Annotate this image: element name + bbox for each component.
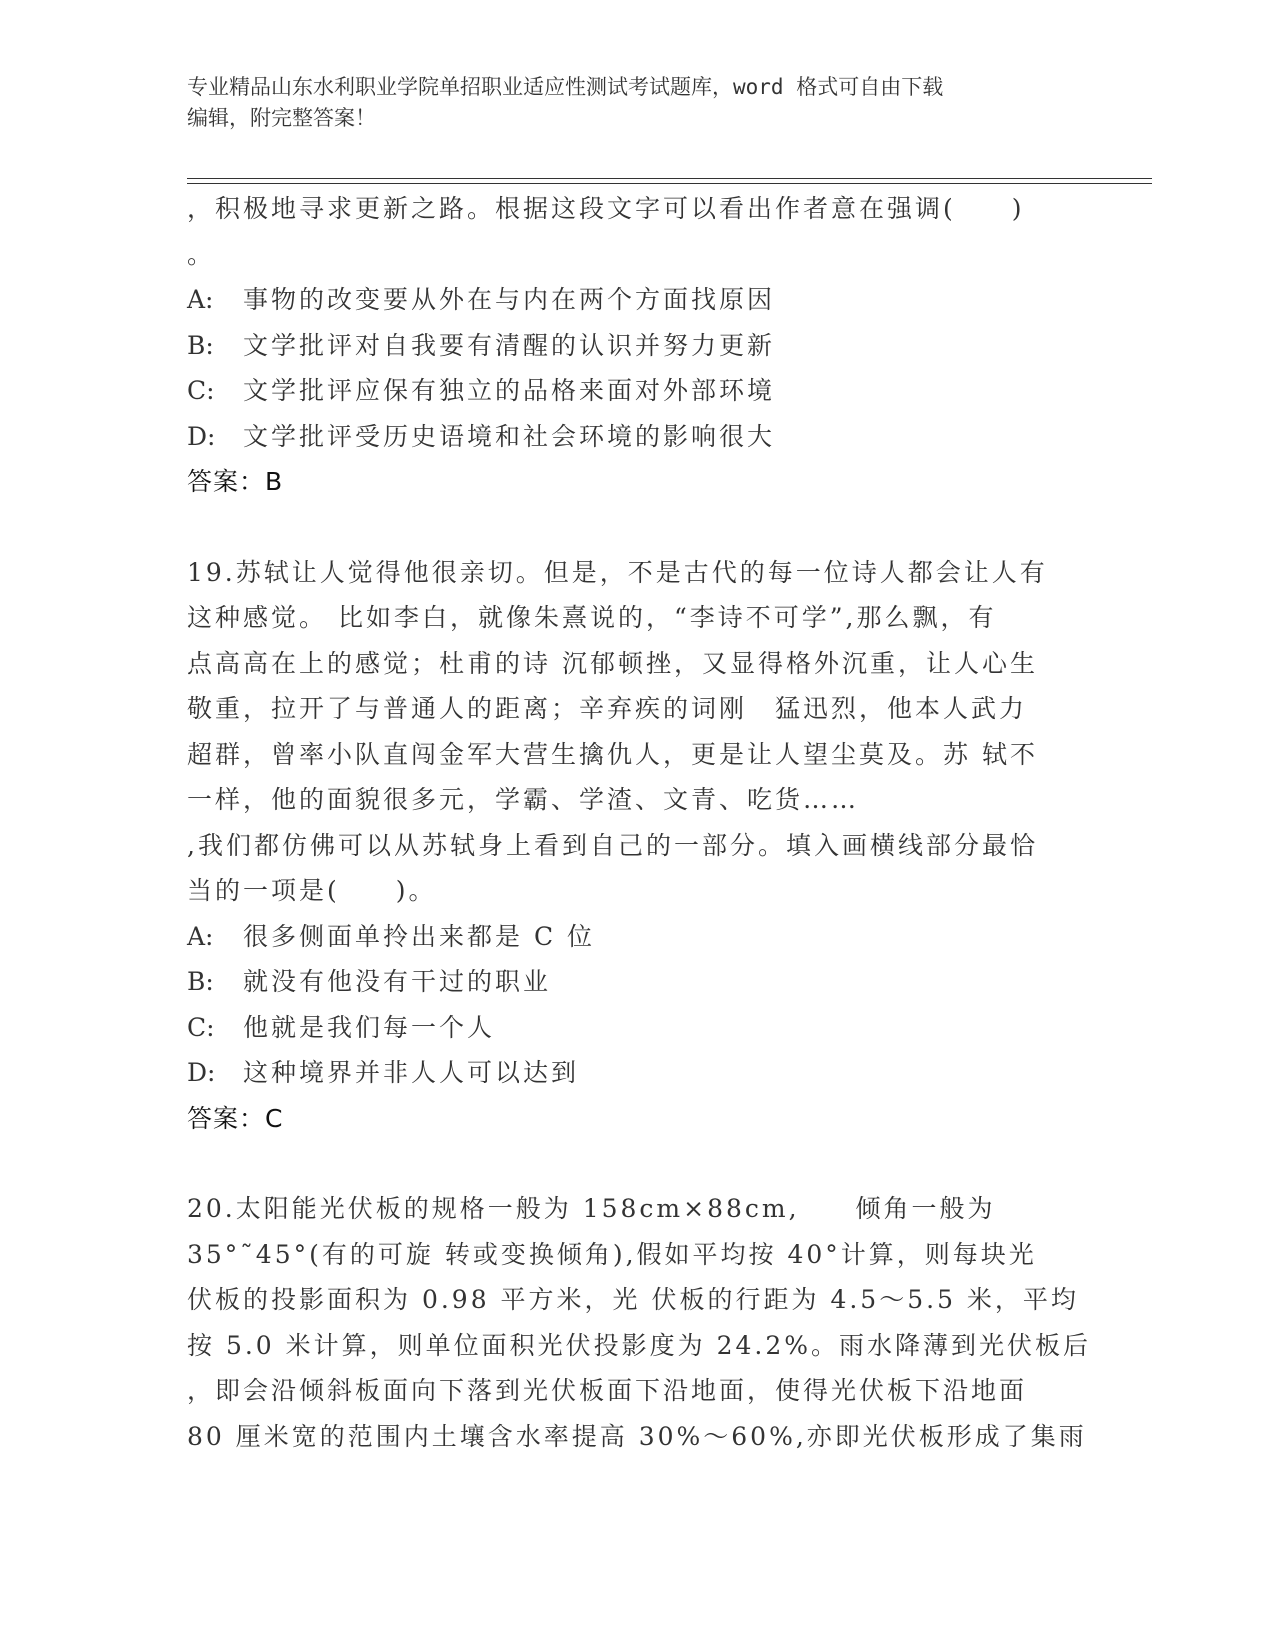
question-text-line: 伏板的投影面积为 0.98 平方米，光 伏板的行距为 4.5～5.5 米，平均 — [187, 1285, 1079, 1314]
option-text: 就没有他没有干过的职业 — [243, 967, 552, 996]
option-text: 文学批评受历史语境和社会环境的影响很大 — [243, 421, 776, 451]
option-b — [187, 323, 1087, 369]
question-text-line: 按 5.0 米计算，则单位面积光伏投影度为 24.2%。雨水降薄到光伏板后 — [187, 1330, 1092, 1360]
question-text-line: ,我们都仿佛可以从苏轼身上看到自己的一部分。填入画横线部分最恰 — [187, 830, 1038, 860]
spacer — [187, 505, 1087, 550]
answer-line: 答案：C — [187, 1103, 284, 1133]
question-text-line: 35°˜45°(有的可旋 转或变换倾角),假如平均按 40°计算，则每块光 — [187, 1239, 1037, 1269]
option-d — [187, 1050, 1087, 1096]
option-label: A: — [187, 921, 214, 951]
option-label: C: — [187, 376, 215, 405]
option-label: B: — [187, 967, 214, 996]
question-text-line: 。 — [187, 239, 216, 269]
question-18 — [187, 186, 1087, 505]
option-label: A: — [187, 285, 214, 314]
option-label: B: — [187, 330, 214, 360]
option-label: D: — [187, 1058, 216, 1087]
spacer — [187, 1141, 1087, 1186]
option-text: 很多侧面单拎出来都是 C 位 — [243, 921, 596, 951]
question-20 — [187, 1186, 1092, 1459]
question-text-line: ，积极地寻求更新之路。根据这段文字可以看出作者意在强调( ) — [187, 194, 1025, 223]
question-text-line: 这种感觉。 比如李白，就像朱熹说的，“李诗不可学”,那么飘，有 — [187, 603, 997, 632]
page-header — [187, 72, 1067, 134]
option-text: 他就是我们每一个人 — [243, 1012, 496, 1042]
question-text-line: 敬重，拉开了与普通人的距离；辛弃疾的词刚 猛迅烈，他本人武力 — [187, 694, 1028, 723]
option-text: 文学批评应保有独立的品格来面对外部环境 — [243, 376, 776, 405]
question-text-line: 一样，他的面貌很多元，学霸、学渣、文青、吃货…… — [187, 785, 860, 814]
header-rule-bottom — [187, 183, 1152, 184]
header-rule-top — [187, 178, 1152, 179]
option-a — [187, 914, 1087, 960]
question-text-line: 20.太阳能光伏板的规格一般为 158cm×88cm, 倾角一般为 — [187, 1194, 996, 1223]
question-text-line: 80 厘米宽的范围内土壤含水率提高 30%～60%,亦即光伏板形成了集雨 — [187, 1421, 1087, 1451]
question-19 — [187, 550, 1087, 1142]
option-text: 事物的改变要从外在与内在两个方面找原因 — [243, 285, 776, 314]
header-line-1: 专业精品山东水利职业学院单招职业适应性测试考试题库，word 格式可自由下载 — [187, 75, 944, 99]
question-text-line: 超群，曾率小队直闯金军大营生擒仇人，更是让人望尘莫及。苏 轼不 — [187, 739, 1038, 769]
option-b — [187, 959, 1087, 1005]
document-body — [187, 186, 1092, 1459]
question-text-line: 点高高在上的感觉；杜甫的诗 沉郁顿挫，又显得格外沉重，让人心生 — [187, 648, 1038, 678]
option-label: C: — [187, 1012, 215, 1042]
option-text: 文学批评对自我要有清醒的认识并努力更新 — [243, 330, 776, 360]
question-text-line: 当的一项是( )。 — [187, 876, 437, 905]
question-text-line: 19.苏轼让人觉得他很亲切。但是，不是古代的每一位诗人都会让人有 — [187, 557, 1048, 587]
option-text: 这种境界并非人人可以达到 — [243, 1058, 580, 1087]
answer-line: 答案：B — [187, 467, 284, 496]
option-c — [187, 368, 1087, 414]
question-text-line: ，即会沿倾斜板面向下落到光伏板面下沿地面，使得光伏板下沿地面 — [187, 1376, 1028, 1405]
option-c — [187, 1005, 1087, 1051]
option-label: D: — [187, 421, 216, 451]
option-a — [187, 277, 1087, 323]
header-line-2: 编辑，附完整答案！ — [187, 106, 376, 130]
option-d — [187, 414, 1087, 460]
